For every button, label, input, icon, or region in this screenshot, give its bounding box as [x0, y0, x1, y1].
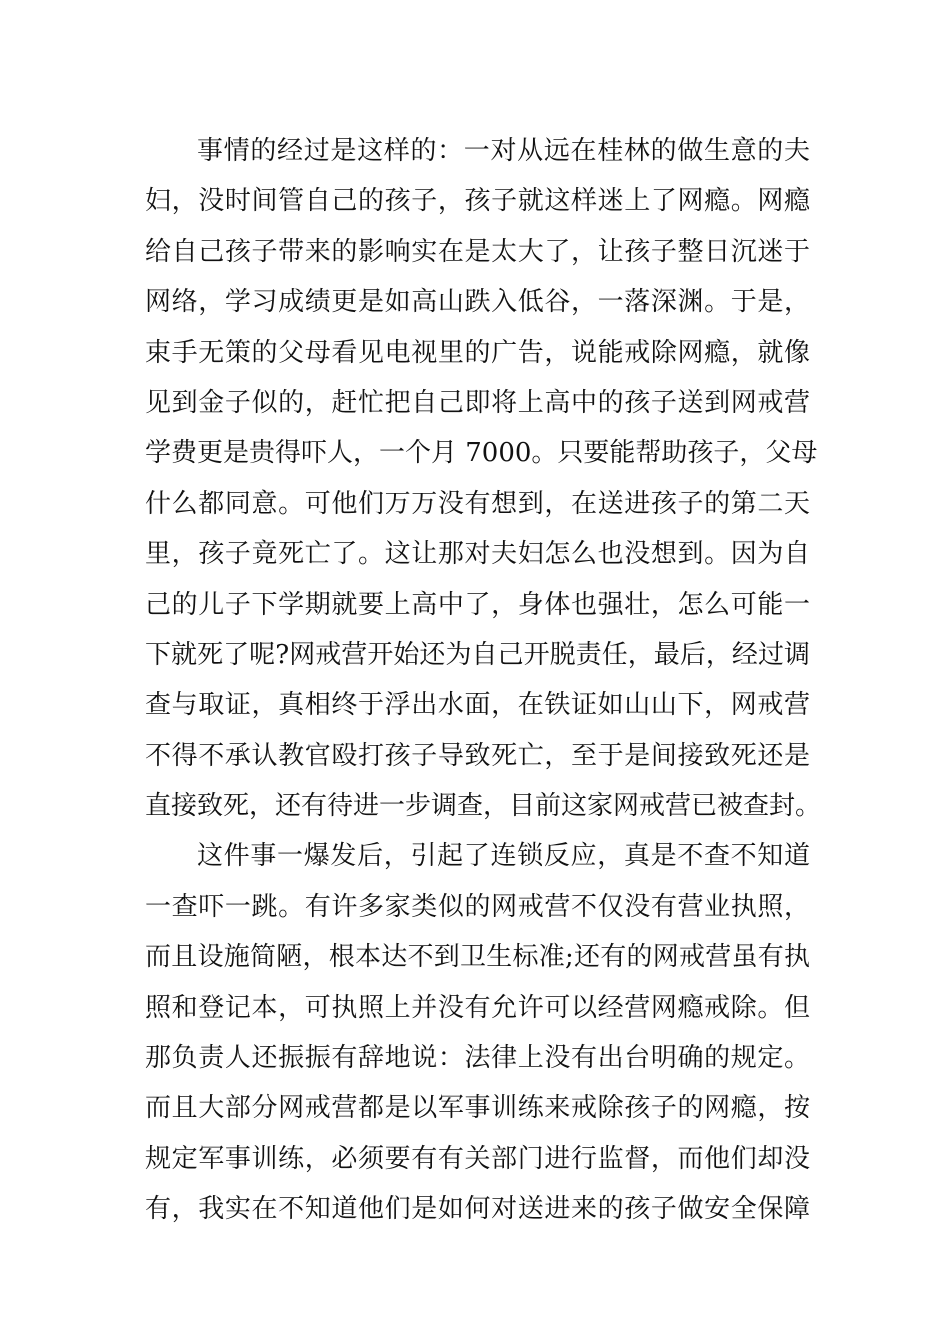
paragraph-line: 照和登记本，可执照上并没有允许可以经营网瘾戒除。但: [145, 992, 810, 1023]
paragraph-line: 那负责人还振振有辞地说：法律上没有出台明确的规定。: [145, 1043, 810, 1074]
paragraph-line: 而且大部分网戒营都是以军事训练来戒除孩子的网瘾，按: [145, 1093, 810, 1124]
paragraph-line: 见到金子似的，赶忙把自己即将上高中的孩子送到网戒营: [145, 387, 810, 418]
paragraph-line: 妇，没时间管自己的孩子，孩子就这样迷上了网瘾。网瘾: [145, 186, 810, 217]
paragraph-line: 己的儿子下学期就要上高中了，身体也强壮，怎么可能一: [145, 589, 810, 620]
paragraph-line: 规定军事训练，必须要有有关部门进行监督，而他们却没: [145, 1143, 810, 1174]
paragraph-2: [145, 831, 810, 1234]
paragraph-line: 而且设施简陋，根本达不到卫生标准;还有的网戒营虽有执: [145, 942, 810, 973]
body-text: [145, 126, 822, 1235]
paragraph-line: 什么都同意。可他们万万没有想到，在送进孩子的第二天: [145, 488, 810, 519]
paragraph-line: 有，我实在不知道他们是如何对送进来的孩子做安全保障: [145, 1194, 810, 1225]
paragraph-line: 给自己孩子带来的影响实在是太大了，让孩子整日沉迷于: [145, 236, 810, 267]
paragraph-line: 查与取证，真相终于浮出水面，在铁证如山山下，网戒营: [145, 690, 810, 721]
paragraph-line: 直接致死，还有待进一步调查，目前这家网戒营已被查封。: [145, 791, 822, 822]
paragraph-line: 下就死了呢?网戒营开始还为自己开脱责任，最后，经过调: [145, 639, 810, 670]
paragraph-line: 不得不承认教官殴打孩子导致死亡，至于是间接致死还是: [145, 740, 810, 771]
paragraph-line: 事情的经过是这样的：一对从远在桂林的做生意的夫: [197, 136, 810, 166]
paragraph-line: 里，孩子竟死亡了。这让那对夫妇怎么也没想到。因为自: [145, 539, 810, 570]
paragraph-line: 这件事一爆发后，引起了连锁反应，真是不查不知道: [197, 841, 810, 872]
paragraph-line: 一查吓一跳。有许多家类似的网戒营不仅没有营业执照，: [145, 891, 810, 922]
paragraph-line: 学费更是贵得吓人，一个月 7000。只要能帮助孩子，父母: [145, 438, 818, 469]
paragraph-1: [145, 126, 822, 831]
paragraph-line: 束手无策的父母看见电视里的广告，说能戒除网瘾，就像: [145, 337, 810, 368]
paragraph-line: 网络，学习成绩更是如高山跌入低谷，一落深渊。于是，: [145, 287, 810, 318]
